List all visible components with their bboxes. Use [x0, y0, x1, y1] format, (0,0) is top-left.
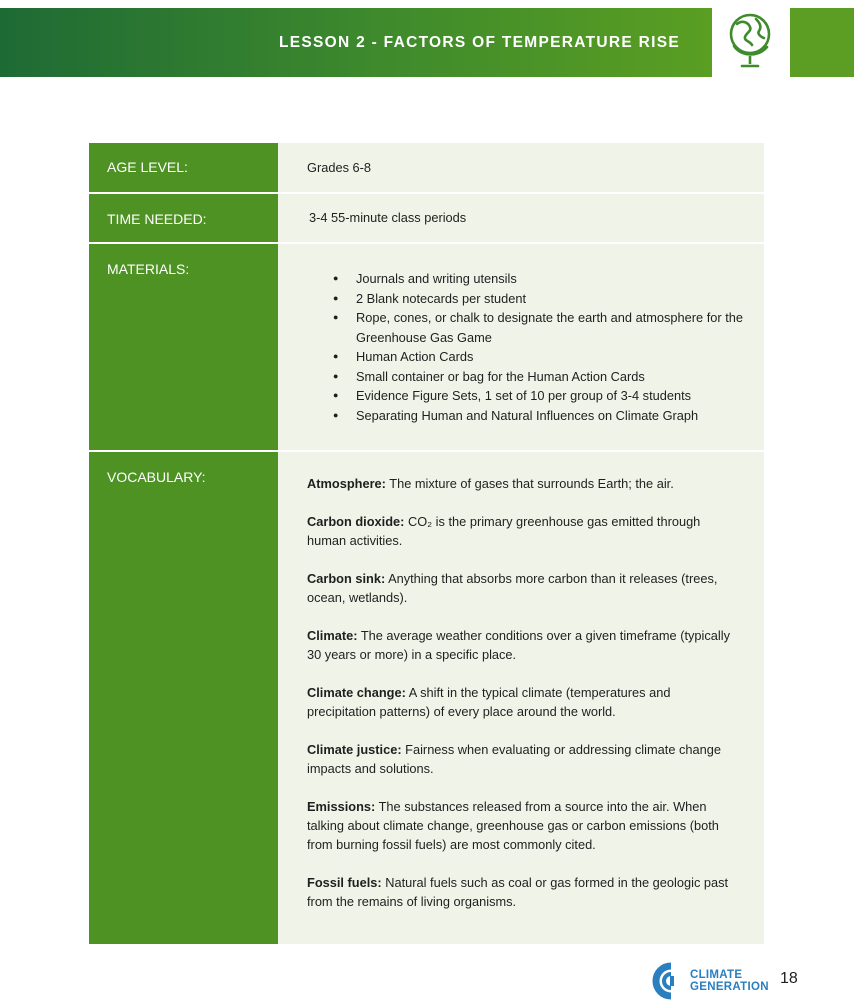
vocabulary-term: Fossil fuels: — [307, 875, 382, 890]
vocabulary-definition: CO₂ is the primary greenhouse gas emitted through human activities. — [307, 514, 701, 548]
header-banner — [0, 8, 712, 77]
vocabulary-entry — [307, 474, 734, 493]
footer-brand — [690, 969, 769, 993]
vocabulary-entry — [307, 740, 734, 778]
page-number: 18 — [780, 970, 798, 987]
materials-list-item: ● Small container or bag for the Human Action Cards — [278, 367, 764, 387]
vocabulary-entry — [307, 873, 734, 911]
vocabulary-definition: A shift in the typical climate (temperatures and precipitation patterns) of every place around the world. — [307, 685, 671, 719]
vocabulary-term: Climate justice: — [307, 742, 402, 757]
vocabulary-list — [278, 452, 764, 911]
age-level-row — [89, 143, 764, 194]
materials-list-item: ● Human Action Cards — [278, 347, 764, 367]
vocabulary-definition: The average weather conditions over a given timeframe (typically 30 years or more) in a specific place. — [307, 628, 730, 662]
vocabulary-term: Carbon dioxide: — [307, 514, 405, 529]
lesson-overview-table — [89, 143, 764, 944]
vocabulary-term: Climate change: — [307, 685, 406, 700]
materials-list-item: ● Separating Human and Natural Influences on Climate Graph — [278, 406, 764, 426]
age-level-label: AGE LEVEL: — [89, 143, 278, 192]
lesson-title: LESSON 2 - FACTORS OF TEMPERATURE RISE — [278, 34, 680, 51]
materials-list — [278, 244, 764, 425]
vocabulary-definition: The substances released from a source into the air. When talking about climate change, greenhouse gas or carbon emissions (both from burning fossil fuels) are most commonly cited. — [307, 799, 719, 852]
vocabulary-entry — [307, 683, 734, 721]
vocabulary-term: Emissions: — [307, 799, 376, 814]
vocabulary-term: Carbon sink: — [307, 571, 386, 586]
time-needed-row — [89, 194, 764, 244]
vocabulary-definition: Natural fuels such as coal or gas formed in the geologic past from the remains of living organisms. — [307, 875, 729, 909]
vocabulary-label: VOCABULARY: — [89, 452, 278, 944]
materials-value — [278, 244, 764, 450]
vocabulary-entry — [307, 797, 734, 854]
footer-brand-line1: CLIMATE — [690, 969, 743, 981]
time-needed-value: 3-4 55-minute class periods — [278, 194, 764, 242]
vocabulary-row — [89, 452, 764, 944]
vocabulary-definition: The mixture of gases that surrounds Earth; the air. — [385, 476, 674, 491]
globe-icon — [726, 10, 774, 72]
time-needed-label: TIME NEEDED: — [89, 194, 278, 242]
vocabulary-entry — [307, 626, 734, 664]
materials-label: MATERIALS: — [89, 244, 278, 450]
footer-brand-line2: GENERATION — [690, 981, 769, 993]
vocabulary-definition: Fairness when evaluating or addressing climate change impacts and solutions. — [307, 742, 721, 776]
materials-list-item: ● 2 Blank notecards per student — [278, 289, 764, 309]
vocabulary-definition: Anything that absorbs more carbon than it releases (trees, ocean, wetlands). — [307, 571, 718, 605]
climate-generation-logo-icon — [651, 962, 687, 1002]
age-level-value: Grades 6-8 — [278, 143, 764, 192]
vocabulary-entry — [307, 512, 734, 550]
vocabulary-term: Atmosphere: — [307, 476, 386, 491]
header-accent-strip — [790, 8, 854, 77]
materials-row — [89, 244, 764, 452]
vocabulary-term: Climate: — [307, 628, 358, 643]
vocabulary-entry — [307, 569, 734, 607]
materials-list-item: ● Rope, cones, or chalk to designate the earth and atmosphere for the Greenhouse Gas Game — [278, 308, 764, 347]
vocabulary-value — [278, 452, 764, 944]
materials-list-item: ● Journals and writing utensils — [278, 269, 764, 289]
materials-list-item: ● Evidence Figure Sets, 1 set of 10 per group of 3-4 students — [278, 386, 764, 406]
